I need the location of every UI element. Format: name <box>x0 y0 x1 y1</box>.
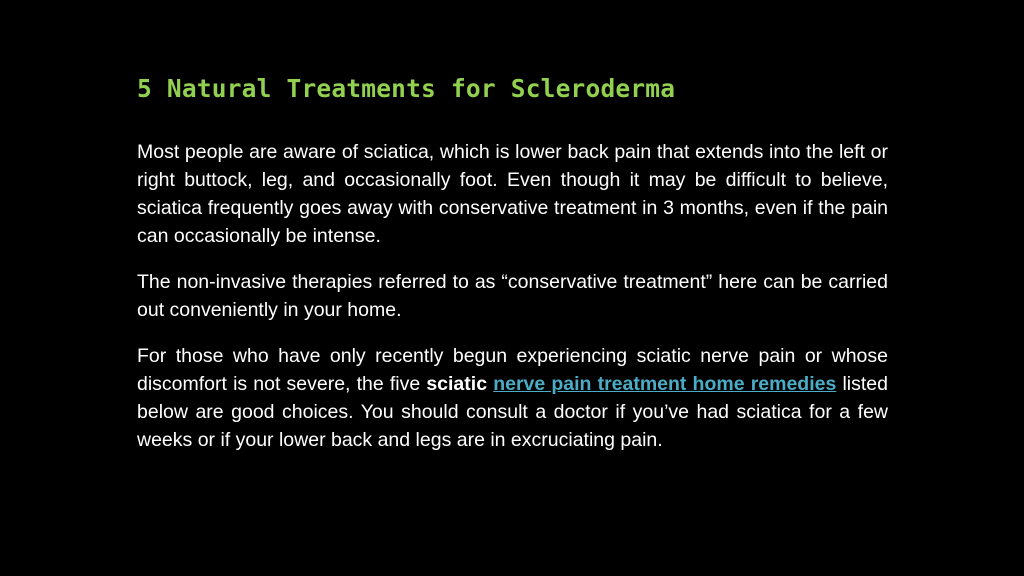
nerve-pain-remedies-link[interactable]: nerve pain treatment home remedies <box>493 373 837 395</box>
paragraph-3-text-after: listed below are good choices. You should consult a doctor if you’ve had sciatica for a few weeks or if your lower back and legs are in excruciating pain. <box>137 373 888 451</box>
paragraph-1: Most people are aware of sciatica, which is lower back pain that extends into the left or right buttock, leg, and occasionally foot. Even though it may be difficult to believe, sciatica frequently goes away with conservative treatment in 3 months, even if the pain can occasionally be intense. <box>137 141 888 247</box>
paragraph-3-text-before: For those who have only recently begun experiencing sciatic nerve pain or whose discomfort is not severe, the five <box>137 345 888 395</box>
paragraph-3-bold-word: sciatic <box>426 373 488 395</box>
slide-title: 5 Natural Treatments for Scleroderma <box>137 74 676 103</box>
paragraph-3 <box>137 342 888 454</box>
slide-body <box>137 138 888 472</box>
paragraph-2: The non-invasive therapies referred to as “conservative treatment” here can be carried out conveniently in your home. <box>137 271 888 321</box>
